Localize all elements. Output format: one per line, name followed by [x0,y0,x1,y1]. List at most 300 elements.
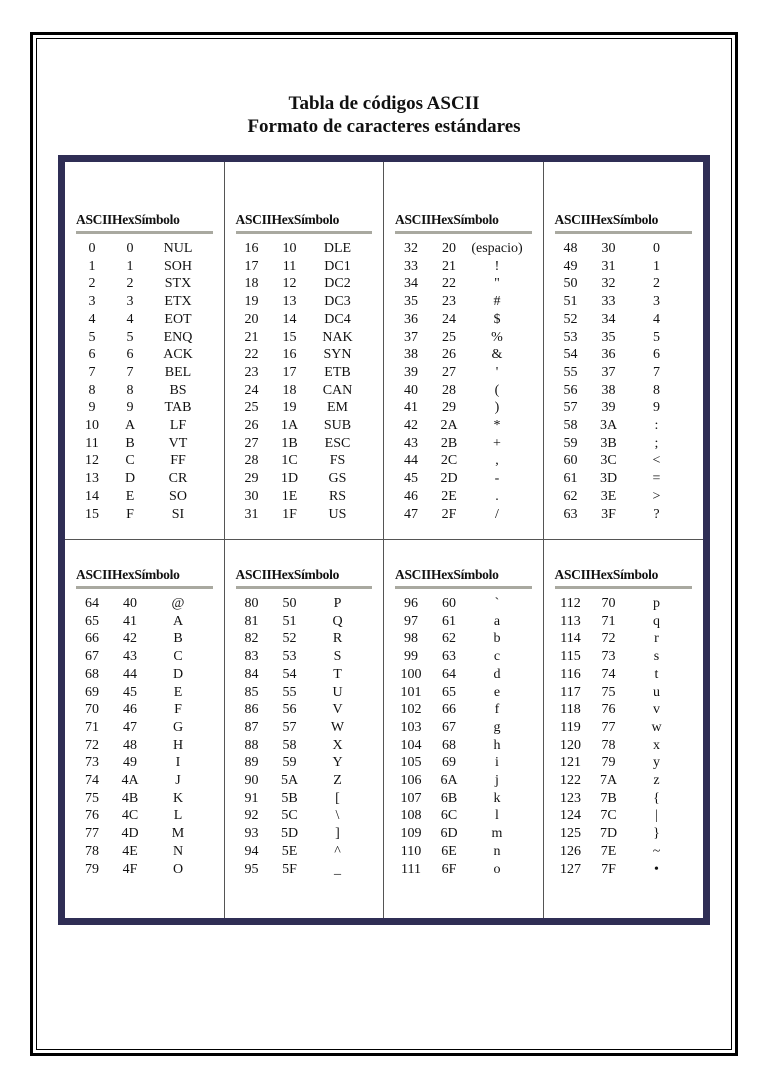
ascii-code: 122 [560,773,581,789]
hex-code: 1D [280,471,299,487]
table-row [391,364,536,382]
ascii-code: 64 [85,596,99,611]
table-row [551,630,697,648]
table-row [391,452,536,470]
table-row [232,275,377,293]
hex-code: 7E [600,843,617,859]
hex-code: 2A [440,418,458,434]
ascii-code: 49 [563,258,578,274]
table-row [232,630,377,648]
ascii-code: 43 [404,435,418,451]
ascii-code: 116 [560,666,581,682]
table-row [232,435,377,453]
hex-code: 24 [442,311,456,327]
ascii-code: 127 [560,861,581,877]
table-row [72,364,217,382]
ascii-code: 111 [401,861,421,877]
header-ascii: ASCII [395,212,432,227]
symbol: K [172,790,184,806]
hex-code: 25 [442,329,456,345]
ascii-code: 113 [560,613,581,629]
symbol: I [175,755,181,771]
hex-code: 29 [442,400,456,416]
symbol: d [493,666,501,682]
symbol: + [493,435,501,451]
table-row [551,399,697,417]
table-row [232,417,377,435]
table-block-6 [225,540,385,918]
hex-code: 4B [121,790,139,806]
symbol: > [652,488,661,504]
table-row [551,488,697,506]
hex-code: 35 [601,329,616,345]
ascii-code: 107 [400,790,422,806]
table-block-4 [544,162,704,540]
ascii-code: 98 [404,631,418,647]
header-symbol: Símbolo [293,212,340,227]
column-header [395,212,532,234]
hex-code: 3C [600,453,617,469]
hex-code: 2C [440,453,458,469]
hex-code: 22 [442,276,456,292]
ascii-code: 89 [244,755,259,771]
ascii-code: 22 [244,347,259,363]
table-row [551,435,697,453]
symbol: i [495,755,499,771]
header-ascii: ASCII [554,567,591,582]
table-row [232,311,377,329]
symbol: X [332,737,343,753]
symbol: w [651,719,662,735]
symbol: BEL [164,364,192,380]
ascii-code: 88 [244,737,259,753]
symbol: EM [327,400,348,416]
ascii-code: 67 [85,649,99,665]
hex-code: 6C [440,808,458,824]
symbol: U [332,684,343,700]
symbol: c [493,649,501,665]
ascii-code: 103 [400,719,422,735]
table-row [551,364,697,382]
hex-code: 1F [282,506,297,522]
hex-code: 2B [440,435,458,451]
table-row [551,329,697,347]
table-row [391,684,536,702]
ascii-table [58,155,710,925]
symbol: o [493,861,501,877]
ascii-code: 12 [85,453,99,469]
symbol: FF [170,453,186,469]
hex-code: 6D [440,826,458,842]
hex-code: 4C [121,808,139,824]
table-row [391,470,536,488]
table-row [232,807,377,825]
ascii-code: 25 [244,400,259,416]
table-row [551,843,697,861]
hex-code: 32 [601,276,616,292]
hex-code: 70 [601,596,616,611]
symbol: s [653,649,660,665]
symbol: t [654,666,659,682]
block-content [551,212,697,523]
ascii-code: 69 [85,684,99,700]
ascii-code: 24 [244,382,259,398]
symbol: u [653,684,660,700]
table-row [72,613,217,631]
column-header [555,212,693,234]
block-content [551,567,697,878]
symbol: e [493,684,501,700]
ascii-code: 37 [404,329,418,345]
table-row [232,293,377,311]
table-row [72,417,217,435]
hex-code: 55 [282,684,297,700]
column-header [236,212,373,234]
header-hex: Hex [112,567,135,582]
symbol: ACK [163,347,193,363]
table-row [232,719,377,737]
ascii-code: 66 [85,631,99,647]
table-row [232,382,377,400]
ascii-code: 125 [560,826,581,842]
hex-code: 9 [126,400,134,416]
symbol: G [172,719,184,735]
symbol: _ [334,861,341,877]
hex-code: 66 [442,702,456,718]
ascii-code: 123 [560,790,581,806]
table-row [391,258,536,276]
header-symbol: Símbolo [293,567,340,582]
ascii-code: 17 [244,258,259,274]
table-row [232,825,377,843]
hex-code: 63 [442,649,456,665]
ascii-code: 91 [244,790,259,806]
block-content [391,212,536,523]
symbol: RS [328,488,347,504]
ascii-code: 110 [400,843,422,859]
symbol: NUL [163,241,193,256]
ascii-code: 86 [244,702,259,718]
symbol: j [495,773,499,789]
hex-code: 5C [281,808,298,824]
symbol: A [172,613,184,629]
hex-code: 4F [122,861,138,877]
table-row [72,843,217,861]
hex-code: 69 [442,755,456,771]
hex-code: 2D [440,471,458,487]
ascii-code: 44 [404,453,418,469]
table-row [72,630,217,648]
hex-code: 19 [282,400,297,416]
table-row [232,648,377,666]
hex-code: 73 [601,649,616,665]
table-row [391,275,536,293]
symbol: SI [171,506,185,522]
title-line-2: Formato de caracteres estándares [247,116,521,137]
hex-code: 67 [442,719,456,735]
ascii-code: 26 [244,418,259,434]
table-row [232,452,377,470]
table-row [391,488,536,506]
rows [72,240,217,523]
symbol: SO [169,488,187,504]
ascii-code: 2 [88,276,96,292]
column-header [76,567,213,589]
table-row [72,861,217,879]
hex-code: 39 [601,400,616,416]
column-header [395,567,532,589]
symbol: - [494,471,500,487]
symbol: . [495,488,499,504]
block-content [72,212,217,523]
hex-code: 42 [123,631,137,647]
table-row [551,861,697,879]
table-row [72,240,217,258]
table-block-1 [65,162,225,540]
block-content [72,567,217,878]
table-row [391,346,536,364]
symbol: STX [164,276,192,292]
ascii-code: 99 [404,649,418,665]
ascii-code: 80 [244,596,259,611]
hex-code: 16 [282,347,297,363]
ascii-code: 16 [244,241,259,256]
table-row [551,417,697,435]
hex-code: 3B [600,435,617,451]
symbol: LF [169,418,187,434]
table-row [551,613,697,631]
symbol: EOT [164,311,192,327]
symbol: { [653,790,660,806]
ascii-code: 84 [244,666,259,682]
symbol: Z [333,773,342,789]
hex-code: 30 [601,241,616,256]
hex-code: 65 [442,684,456,700]
symbol: g [493,719,501,735]
symbol: T [333,666,342,682]
symbol: FS [329,453,346,469]
symbol: DC1 [324,258,351,274]
ascii-code: 50 [563,276,578,292]
symbol: ^ [334,843,341,859]
table-row [232,595,377,613]
symbol: m [491,826,503,842]
ascii-code: 78 [85,843,99,859]
hex-code: 17 [282,364,297,380]
hex-code: 2F [441,506,457,522]
hex-code: 5E [281,843,298,859]
table-row [232,258,377,276]
ascii-code: 102 [400,702,422,718]
table-row [551,258,697,276]
table-row [551,790,697,808]
table-block-7 [384,540,544,918]
symbol: C [173,649,183,665]
table-row [551,754,697,772]
symbol: Q [332,613,343,629]
hex-code: 11 [282,258,297,274]
hex-code: 1A [280,418,299,434]
table-row [232,488,377,506]
symbol: P [333,596,342,611]
table-row [551,719,697,737]
hex-code: F [126,506,134,522]
symbol: 9 [653,400,660,416]
table-row [72,470,217,488]
hex-code: 4D [121,826,139,842]
hex-code: C [125,453,135,469]
ascii-code: 10 [85,418,99,434]
ascii-code: 104 [400,737,422,753]
hex-code: 47 [123,719,137,735]
table-row [551,737,697,755]
symbol: L [173,808,183,824]
table-row [551,807,697,825]
ascii-code: 34 [404,276,418,292]
ascii-code: 1 [88,258,96,274]
symbol: D [172,666,184,682]
symbol: @ [171,596,185,611]
table-row [232,684,377,702]
rows [72,595,217,878]
ascii-code: 35 [404,294,418,310]
hex-code: 60 [442,596,456,611]
header-hex: Hex [590,212,613,227]
ascii-code: 45 [404,471,418,487]
hex-code: 6B [440,790,458,806]
symbol: a [493,613,501,629]
hex-code: 3D [599,471,618,487]
symbol: b [493,631,501,647]
title-line-1: Tabla de códigos ASCII [288,93,480,114]
hex-code: 79 [601,755,616,771]
header-symbol: Símbolo [134,212,180,227]
table-row [232,240,377,258]
hex-code: 4E [122,843,138,859]
symbol: 1 [653,258,660,274]
ascii-code: 33 [404,258,418,274]
hex-code: 6 [126,347,134,363]
hex-code: 5F [282,861,297,877]
ascii-code: 121 [560,755,581,771]
ascii-code: 19 [244,294,259,310]
hex-code: 2E [441,488,457,504]
header-symbol: Símbolo [612,567,659,582]
table-row [391,772,536,790]
symbol: q [653,613,660,629]
table-row [72,790,217,808]
block-content [391,567,536,878]
symbol: / [495,506,499,522]
symbol: VT [168,435,188,451]
hex-code: 20 [442,241,456,256]
table-row [391,435,536,453]
hex-code: 54 [282,666,297,682]
table-row [72,488,217,506]
symbol: DC2 [324,276,351,292]
hex-code: 12 [282,276,297,292]
hex-code: 46 [123,702,137,718]
table-row [72,311,217,329]
block-content [232,212,377,523]
table-row [232,701,377,719]
symbol: x [653,737,660,753]
ascii-code: 87 [244,719,259,735]
ascii-code: 117 [560,684,581,700]
table-row [72,399,217,417]
hex-code: 1E [281,488,298,504]
table-row [551,595,697,613]
ascii-code: 41 [404,400,418,416]
table-row [391,240,536,258]
table-row [391,843,536,861]
ascii-code: 61 [563,471,578,487]
ascii-code: 15 [85,506,99,522]
hex-code: 76 [601,702,616,718]
hex-code: 23 [442,294,456,310]
ascii-code: 126 [560,843,581,859]
ascii-code: 11 [85,435,99,451]
symbol: ? [653,506,660,522]
page-title [0,92,768,138]
ascii-code: 28 [244,453,259,469]
symbol: 6 [653,347,660,363]
symbol: SUB [323,418,352,434]
ascii-code: 42 [404,418,418,434]
ascii-code: 77 [85,826,99,842]
symbol: TAB [164,400,192,416]
symbol: ` [494,596,500,611]
ascii-code: 74 [85,773,99,789]
header-hex: Hex [431,212,454,227]
hex-code: 48 [123,737,137,753]
symbol: ENQ [163,329,193,345]
symbol: N [172,843,184,859]
symbol: 0 [653,241,660,256]
table-row [551,772,697,790]
symbol: H [172,737,184,753]
table-row [72,506,217,524]
symbol: y [653,755,660,771]
hex-code: 41 [123,613,137,629]
hex-code: 1 [126,258,134,274]
hex-code: 7D [599,826,618,842]
symbol: US [328,506,347,522]
symbol: # [493,294,501,310]
ascii-code: 9 [88,400,96,416]
symbol: V [332,702,343,718]
ascii-code: 38 [404,347,418,363]
ascii-code: 96 [404,596,418,611]
hex-code: 15 [282,329,297,345]
ascii-code: 85 [244,684,259,700]
hex-code: 59 [282,755,297,771]
symbol: ( [494,382,500,398]
symbol: [ [335,790,340,806]
hex-code: 44 [123,666,137,682]
header-symbol: Símbolo [453,567,499,582]
table-row [232,843,377,861]
hex-code: 3E [600,488,617,504]
symbol: p [653,596,660,611]
ascii-code: 93 [244,826,259,842]
table-row [72,754,217,772]
symbol: 2 [653,276,660,292]
header-symbol: Símbolo [612,212,659,227]
symbol: BS [169,382,187,398]
symbol: W [330,719,345,735]
hex-code: 13 [282,294,297,310]
